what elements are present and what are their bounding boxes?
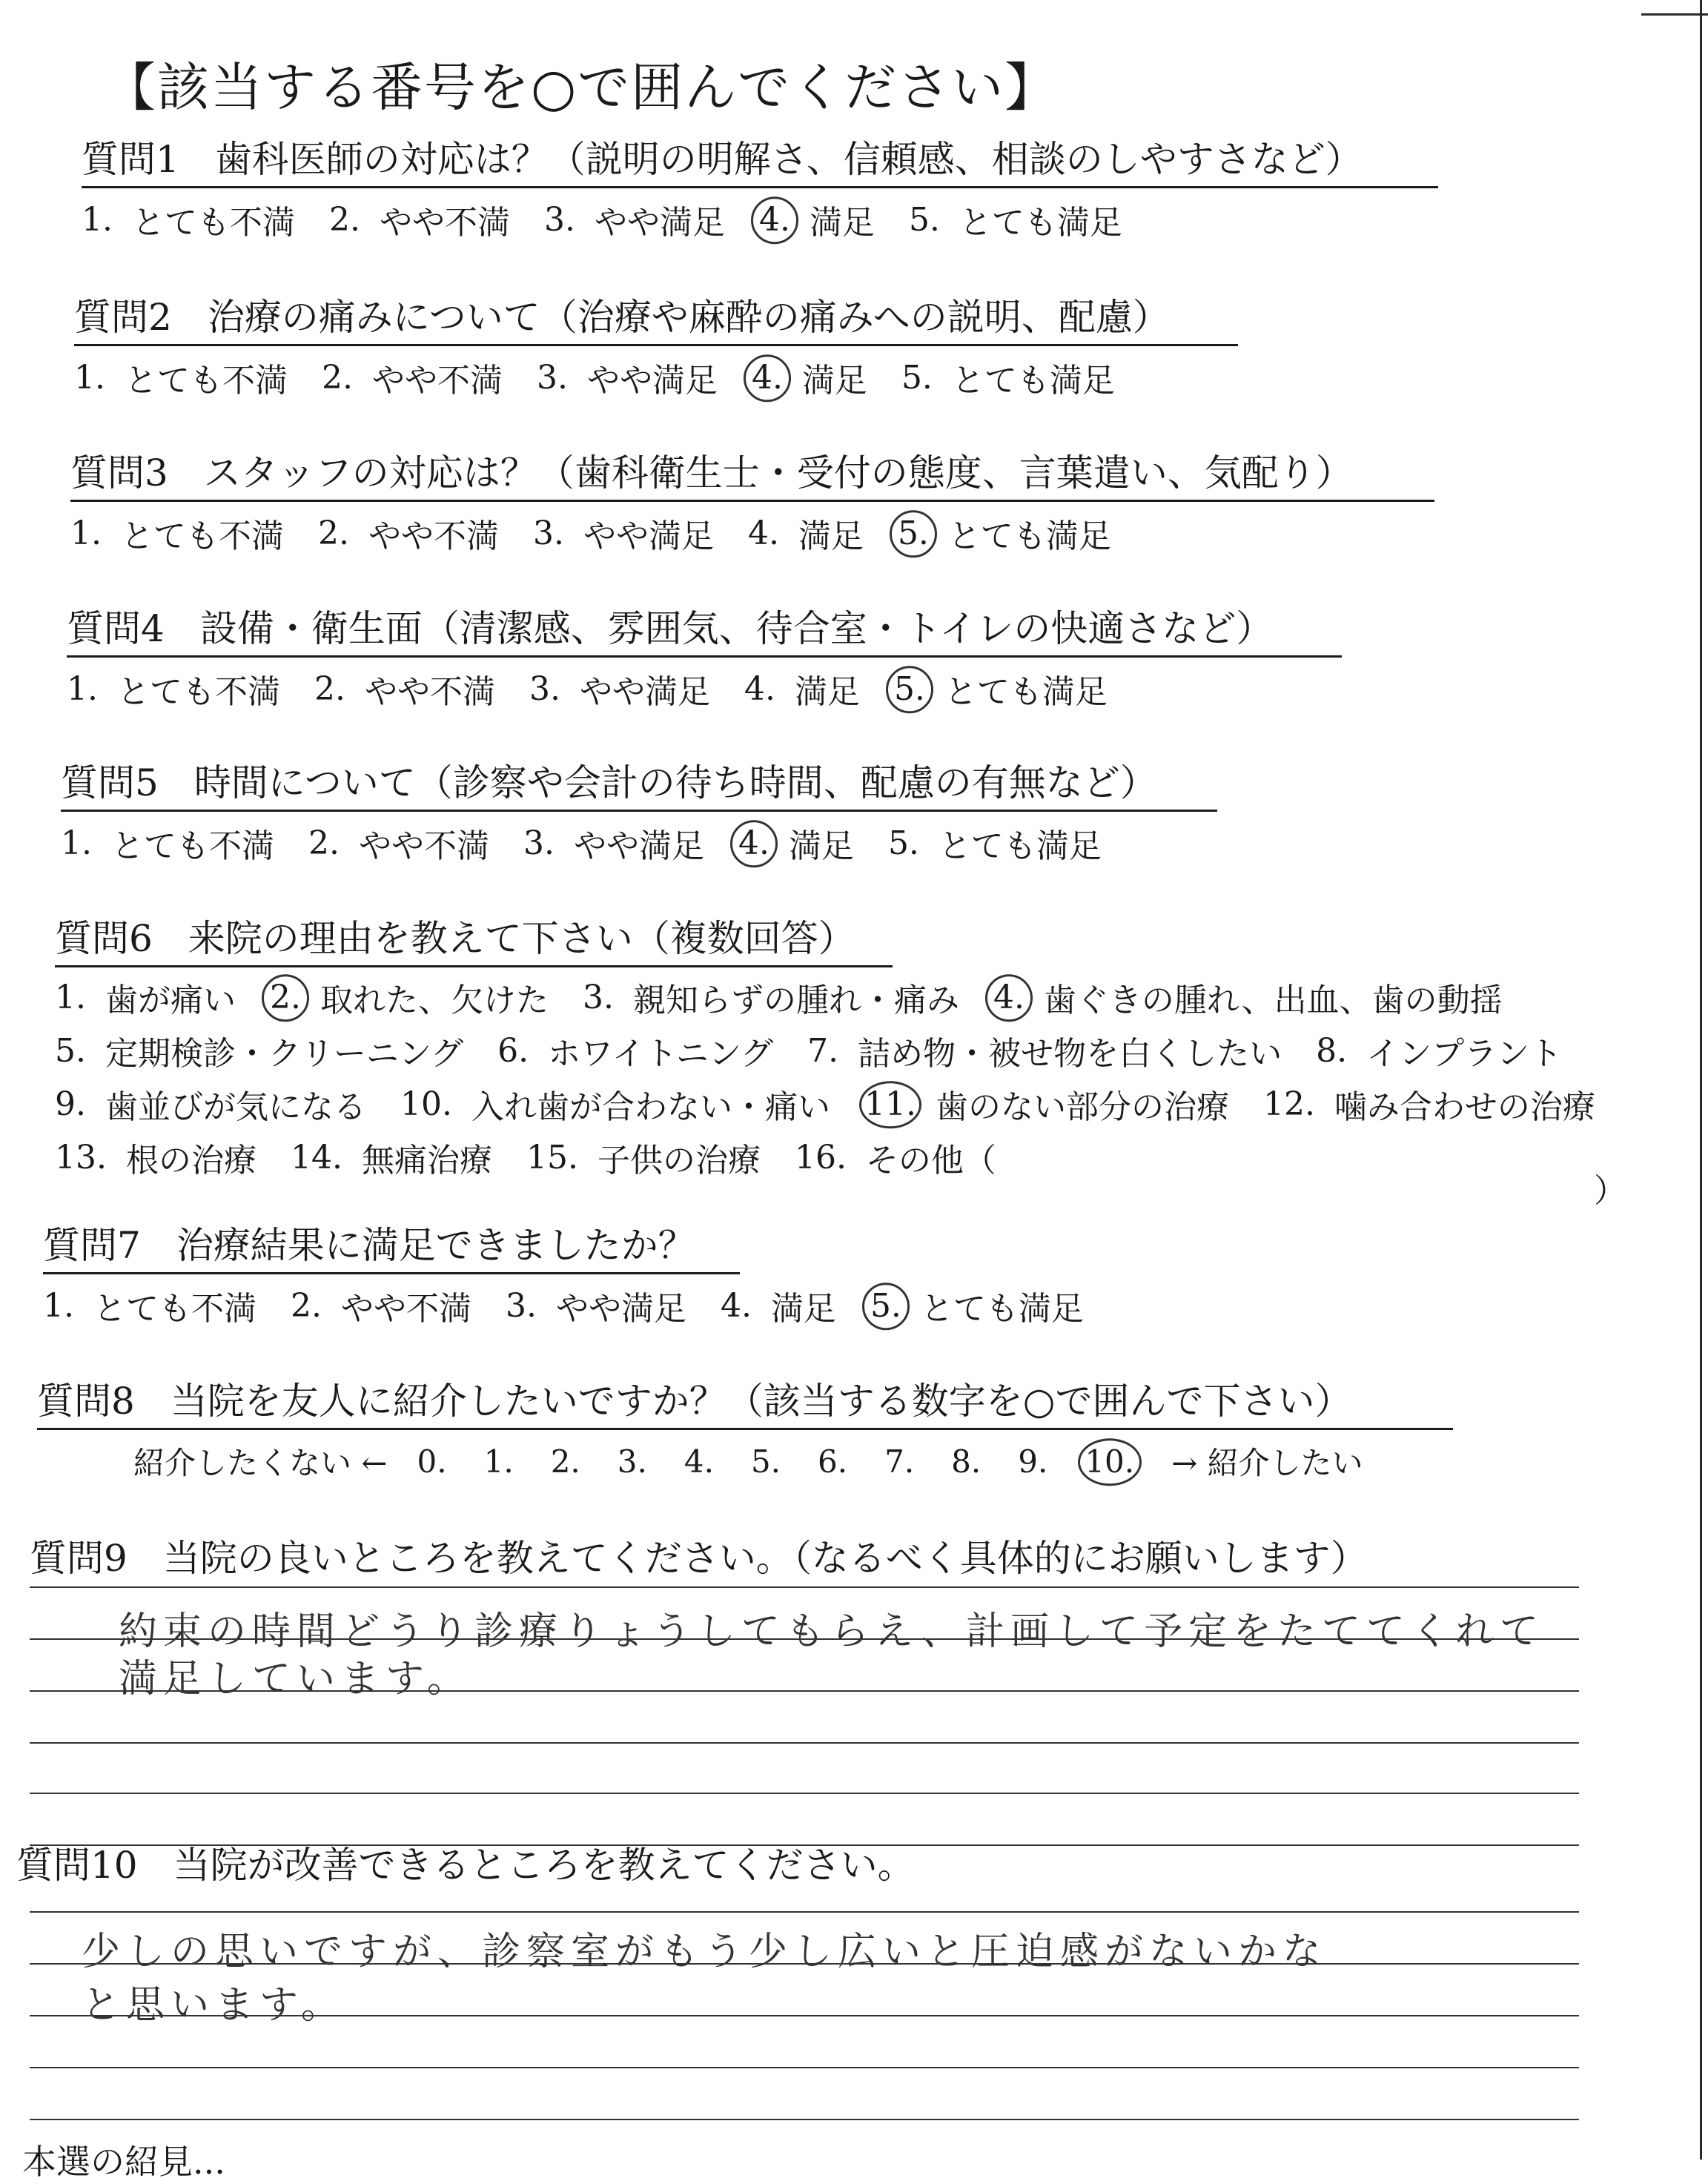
question-6 [55,909,1629,1181]
option-number: 3. [543,200,575,239]
option-selected[interactable] [864,1080,1229,1128]
option-number: 13. [55,1138,107,1177]
option-label: やや不満 [340,1290,471,1328]
question-1 [82,130,1438,243]
option-number: 5. [901,358,933,397]
option-label: 歯のない部分の治療 [935,1088,1229,1126]
option-label: 歯ぐきの腫れ、出血、歯の動揺 [1043,982,1503,1019]
option-number: 1. [74,358,105,397]
option-number: 1. [82,200,113,239]
option-label: 無痛治療 [361,1142,492,1179]
question-text: 設備・衛生面（清潔感、雰囲気、待合室・トイレの快適さなど） [199,607,1274,650]
option-number: 5. [870,1286,901,1325]
option-selected[interactable] [870,1282,1084,1329]
option-label: やや満足 [573,827,704,865]
question-number: 質問5 [61,761,159,804]
option-number: 2. [328,200,360,239]
q10-handwritten-answer-line2: と思います。 [82,1983,345,2028]
options-row-4 [55,1134,1629,1181]
options-row [67,665,1342,712]
option[interactable] [82,196,295,243]
question-number: 質問6 [55,917,153,960]
option[interactable] [523,819,704,867]
option[interactable] [55,1134,256,1181]
option[interactable] [583,973,959,1021]
answer-line [30,1793,1579,1794]
option-label: 根の治療 [125,1142,256,1179]
option-label: 定期検診・クリーニング [105,1035,464,1073]
question-underline [67,655,1342,658]
option-number: 2. [290,1286,322,1325]
question-text: 治療結果に満足できましたか？ [176,1224,695,1267]
option-number: 4. [744,669,775,708]
scale-option[interactable]: 10. [1085,1443,1135,1480]
option[interactable] [61,819,274,867]
option-label: やや不満 [379,204,510,242]
options-row [82,196,1438,243]
option[interactable] [291,1134,492,1181]
option[interactable] [322,354,503,401]
scale-option[interactable]: 2. [550,1443,580,1480]
option-label: 満足 [788,827,854,865]
question-8 [37,1371,1453,1483]
q9-handwritten-answer-line1: 約束の時間どうり診療りょうしてもらえ、計画して予定をたててくれて [119,1609,1545,1654]
option-number: 3. [523,824,555,862]
option[interactable] [55,1080,366,1128]
scale-left-label: 紹介したくない ← [133,1445,388,1481]
option-number: 11. [864,1085,916,1123]
question-number: 質問7 [43,1224,141,1267]
option-label: やや不満 [371,362,503,400]
scan-edge [1700,0,1702,2160]
scale-right-label: → 紹介したい [1171,1445,1363,1481]
option[interactable] [909,196,1122,243]
answer-line [30,2067,1579,2068]
option-selected[interactable] [270,973,549,1021]
option-number: 1. [61,824,92,862]
option-label: インプラント [1366,1035,1563,1073]
option-label: とても満足 [944,673,1108,711]
option-number: 5. [897,514,929,552]
option[interactable] [526,1134,761,1181]
option[interactable] [529,665,710,712]
question-10 [16,1836,915,1889]
page-title: 【該当する番号を○で囲んでください】 [104,57,1059,118]
option[interactable] [795,1134,996,1181]
other-close-paren: ） [1594,1172,1626,1210]
scale-option[interactable]: 3. [617,1443,647,1480]
option-number: 2. [269,978,301,1016]
option-label: やや満足 [555,1290,686,1328]
option-selected[interactable] [898,509,1111,557]
option-number: 4. [720,1286,752,1325]
question-number: 質問3 [70,451,168,494]
option-number: 3. [532,514,564,552]
option-label: とても満足 [947,517,1111,555]
option[interactable] [888,819,1102,867]
option-number: 3. [536,358,568,397]
scale-option[interactable]: 9. [1018,1443,1048,1480]
q9-handwritten-answer-line2: 満足しています。 [119,1657,471,1701]
option[interactable] [533,509,714,557]
option[interactable] [291,1282,471,1329]
option[interactable] [74,354,288,401]
option-label: とても満足 [951,362,1115,400]
option-number: 9. [55,1085,86,1123]
option-number: 14. [290,1138,342,1177]
option-label: やや満足 [594,204,725,242]
option-number: 4. [993,978,1025,1016]
option-label: とても不満 [131,204,295,242]
question-text: 来院の理由を教えて下さい（複数回答） [188,917,855,960]
answer-line [30,2119,1579,2120]
question-4 [67,599,1342,712]
question-underline [82,186,1438,188]
options-row [70,509,1434,557]
question-text: 時間について（診察や会計の待ち時間、配慮の有無など） [193,761,1157,804]
question-text: 歯科医師の対応は？（説明の明解さ、信頼感、相談のしやすさなど） [214,138,1363,181]
option-number: 3. [582,978,614,1016]
option-label: やや不満 [364,673,495,711]
question-5 [61,753,1217,867]
question-underline [70,500,1434,502]
answer-line [30,1911,1579,1913]
option-label: 子供の治療 [597,1142,761,1179]
option-label: とても不満 [93,1290,256,1328]
option[interactable] [70,509,284,557]
option-label: ホワイトニング [548,1035,774,1073]
scale-option[interactable]: 4. [683,1443,714,1480]
option-label: 詰め物・被せ物を白くしたい [858,1035,1282,1073]
options-row [74,354,1238,401]
question-7 [43,1216,1118,1329]
option-number: 6. [497,1031,529,1070]
option-selected[interactable] [738,819,854,867]
option-number: 12. [1262,1085,1315,1123]
option-number: 7. [807,1031,839,1070]
question-text: 当院が改善できるところを教えてください。 [173,1844,915,1887]
option-label: 満足 [798,517,864,555]
question-text: 当院を友人に紹介したいですか？（該当する数字を○で囲んで下さい） [170,1380,1352,1423]
options-row [61,819,1217,867]
question-number: 質問9 [30,1537,128,1580]
option[interactable] [67,665,280,712]
option-number: 5. [893,669,925,708]
option-number: 1. [55,978,86,1016]
answer-line [30,1586,1579,1588]
question-underline [37,1428,1453,1430]
question-number: 質問10 [16,1844,138,1887]
scale-option[interactable]: 8. [951,1443,982,1480]
option-label: やや満足 [579,673,710,711]
footer-partial-text: 本選の紹見... [22,2142,225,2182]
question-number: 質問8 [37,1380,135,1423]
option[interactable] [308,819,489,867]
option-number: 5. [55,1031,86,1070]
option-label: 取れた、欠けた [320,982,549,1019]
option-number: 2. [314,669,345,708]
option-label: その他（ [865,1142,996,1179]
option-number: 4. [747,514,779,552]
option[interactable] [318,509,499,557]
option[interactable] [506,1282,686,1329]
scale-option[interactable]: 6. [818,1443,848,1480]
option-number: 4. [738,824,769,862]
option-label: やや満足 [583,517,714,555]
option-label: 満足 [794,673,860,711]
question-underline [43,1272,740,1274]
option-number: 2. [321,358,353,397]
option-selected[interactable] [993,973,1503,1021]
scale-option[interactable]: 5. [750,1443,781,1480]
question-underline [74,344,1238,346]
option-label: とても不満 [116,673,280,711]
options-row-3 [55,1080,1629,1128]
option-label: やや満足 [586,362,718,400]
option-number: 1. [70,514,102,552]
option-number: 10. [400,1085,452,1123]
option-label: 入れ歯が合わない・痛い [471,1088,830,1126]
option-number: 4. [758,200,790,239]
option-number: 1. [67,669,98,708]
option[interactable] [55,973,236,1021]
question-number: 質問2 [74,296,172,339]
option-number: 1. [43,1286,74,1325]
option[interactable] [55,1027,463,1074]
options-row-1 [55,973,1629,1021]
option-label: 歯並びが気になる [105,1088,366,1126]
option-label: とても満足 [938,827,1102,865]
option-label: やや不満 [368,517,499,555]
q10-handwritten-answer-line1: 少しの思いですが、診察室がもう少し広いと圧迫感がないかな [82,1930,1328,1974]
option-label: とても不満 [120,517,284,555]
option[interactable] [497,1027,773,1074]
question-9 [30,1529,1368,1582]
option-number: 3. [529,669,560,708]
question-text: 当院の良いところを教えてください。（なるべく具体的にお願いします） [162,1537,1368,1580]
option-label: とても満足 [920,1290,1084,1328]
recommend-scale [133,1439,1453,1483]
scale-option[interactable]: 7. [884,1443,915,1480]
option-number: 4. [751,358,783,397]
option-label: 親知らずの腫れ・痛み [632,982,959,1019]
option-label: やや不満 [358,827,489,865]
question-text: 治療の痛みについて（治療や麻酔の痛みへの説明、配慮） [207,296,1170,339]
option[interactable] [537,354,718,401]
option-label: 満足 [809,204,875,242]
option-label: 歯が痛い [105,982,236,1019]
option[interactable] [329,196,510,243]
option[interactable] [744,665,860,712]
option[interactable] [314,665,495,712]
option-number: 3. [505,1286,537,1325]
option-label: 満足 [801,362,867,400]
question-underline [61,810,1217,812]
option-selected[interactable] [752,354,867,401]
option[interactable] [901,354,1115,401]
option[interactable] [1316,1027,1562,1074]
options-row-2 [55,1027,1629,1074]
question-text: スタッフの対応は？（歯科衛生士・受付の態度、言葉遣い、気配り） [203,451,1353,494]
option-number: 5. [887,824,919,862]
question-underline [55,965,893,967]
option[interactable] [1263,1080,1595,1128]
option[interactable] [721,1282,836,1329]
option[interactable] [400,1080,830,1128]
question-number: 質問1 [82,138,179,181]
option-number: 2. [317,514,349,552]
option-selected[interactable] [759,196,875,243]
scale-option[interactable]: 1. [483,1443,514,1480]
option-number: 15. [526,1138,578,1177]
option-number: 8. [1316,1031,1348,1070]
option-label: とても不満 [110,827,274,865]
option[interactable] [748,509,864,557]
option[interactable] [544,196,725,243]
question-3 [70,443,1434,557]
option-number: 2. [308,824,340,862]
scale-option[interactable]: 0. [417,1443,447,1480]
scan-edge-top [1641,13,1708,16]
option-number: 5. [908,200,940,239]
option[interactable] [43,1282,256,1329]
answer-line [30,1742,1579,1744]
option-label: とても不満 [124,362,288,400]
question-2 [74,288,1238,401]
option[interactable] [807,1027,1282,1074]
option-label: 満足 [770,1290,836,1328]
option-label: とても満足 [959,204,1122,242]
option-selected[interactable] [894,665,1108,712]
option-label: 噛み合わせの治療 [1334,1088,1595,1126]
option-number: 16. [794,1138,847,1177]
options-row [43,1282,1118,1329]
question-number: 質問4 [67,607,165,650]
